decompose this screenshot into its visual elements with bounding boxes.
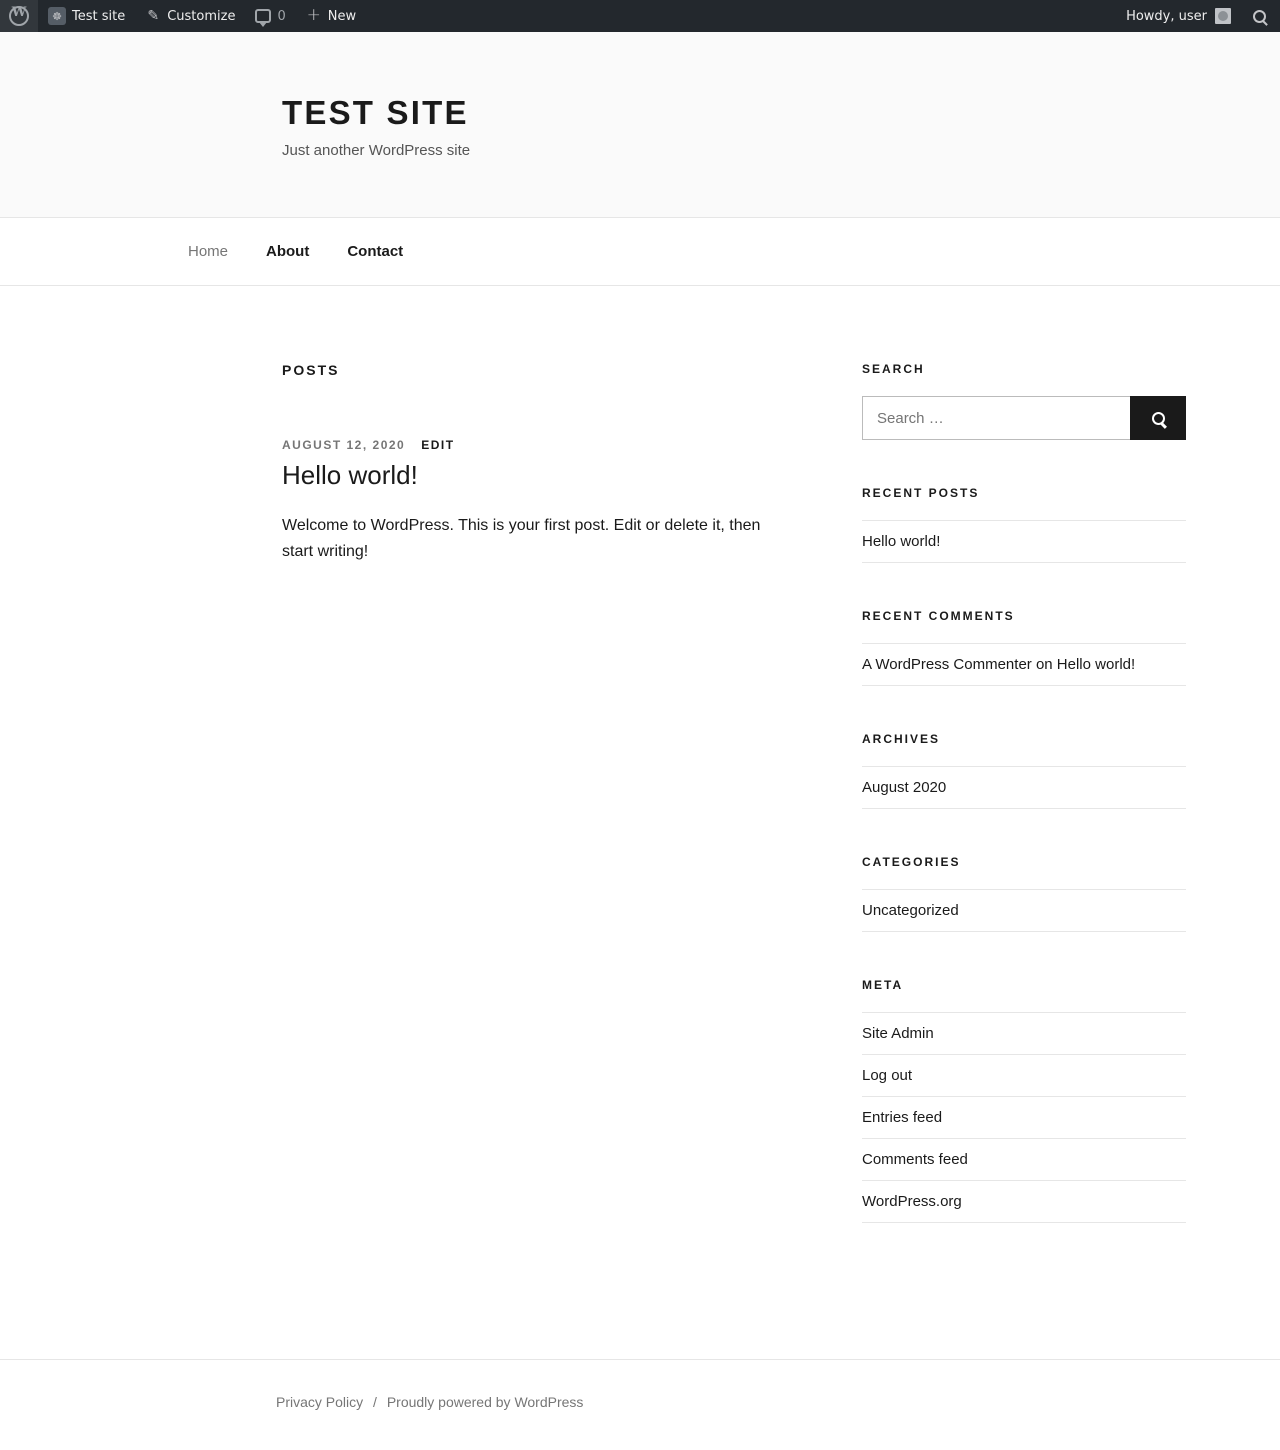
pencil-icon: ✎: [147, 8, 160, 24]
meta-link-site-admin[interactable]: Site Admin: [862, 1025, 934, 1042]
content-inner: [94, 362, 1186, 1269]
site-footer: [0, 1359, 1280, 1450]
meta-link-log-out[interactable]: Log out: [862, 1067, 913, 1084]
admin-bar-wp-logo[interactable]: [0, 0, 38, 32]
meta-link-wordpress-org[interactable]: WordPress.org: [862, 1193, 962, 1210]
content-area: [0, 286, 1280, 1269]
plus-icon: +: [306, 5, 321, 25]
list-item[interactable]: [862, 767, 1186, 809]
list-item[interactable]: [862, 521, 1186, 563]
post-edit-link[interactable]: EDIT: [421, 438, 455, 452]
meta-link-comments-feed[interactable]: Comments feed: [862, 1151, 968, 1168]
list-item[interactable]: [862, 1097, 1186, 1139]
admin-bar-comments-count: 0: [277, 8, 286, 24]
admin-bar-site-name[interactable]: [38, 0, 135, 32]
widget-categories-title: CATEGORIES: [862, 855, 961, 869]
site-branding: [94, 94, 1186, 159]
list-item[interactable]: [862, 1181, 1186, 1223]
search-form: [862, 396, 1186, 440]
post-title-link[interactable]: Hello world!: [282, 460, 418, 490]
post-date-link[interactable]: AUGUST 12, 2020: [282, 438, 406, 452]
main-content: [282, 362, 862, 1269]
list-item[interactable]: [862, 1013, 1186, 1055]
admin-bar-site-name-label: Test site: [72, 8, 126, 24]
avatar: [1215, 8, 1231, 24]
widget-meta-title: META: [862, 978, 904, 992]
list-item[interactable]: A WordPress Commenter on Hello world!: [862, 644, 1186, 686]
widget-search: [862, 362, 1186, 440]
site-icon: ☸: [48, 7, 66, 25]
nav-item-contact[interactable]: [347, 243, 403, 261]
archives-list: [862, 766, 1186, 809]
footer-credit-link[interactable]: Proudly powered by WordPress: [386, 1394, 584, 1410]
admin-bar-new[interactable]: [296, 0, 366, 32]
admin-bar: [0, 0, 1280, 32]
site-title[interactable]: TEST SITE: [282, 94, 469, 131]
nav-item-home[interactable]: [188, 243, 228, 261]
search-submit-button[interactable]: [1130, 396, 1186, 440]
post-article: [282, 438, 862, 566]
wordpress-logo-icon: [9, 6, 29, 26]
widget-archives: [862, 732, 1186, 809]
list-item[interactable]: [862, 1139, 1186, 1181]
nav-link-home[interactable]: Home: [188, 243, 229, 260]
post-content: [282, 513, 862, 566]
search-icon: [1152, 412, 1165, 425]
comment-bubble-icon: [255, 9, 271, 23]
admin-bar-search-button[interactable]: [1241, 0, 1280, 32]
admin-bar-comments[interactable]: [245, 0, 295, 32]
widget-search-title: SEARCH: [862, 362, 925, 376]
widget-recent-comments: [862, 609, 1186, 686]
site-header: [0, 32, 1280, 218]
nav-link-about[interactable]: About: [266, 243, 310, 260]
widget-recent-posts: [862, 486, 1186, 563]
post-title: [282, 460, 862, 491]
widget-recent-comments-title: RECENT COMMENTS: [862, 609, 1015, 623]
nav-link-contact[interactable]: Contact: [347, 243, 404, 260]
meta-list: [862, 1012, 1186, 1223]
site-description: Just another WordPress site: [282, 142, 471, 159]
admin-bar-howdy-label: Howdy, user: [1126, 8, 1207, 24]
nav-item-about[interactable]: [266, 243, 309, 261]
list-item[interactable]: [862, 1055, 1186, 1097]
site-header-wrap: [94, 94, 1186, 159]
widget-categories: [862, 855, 1186, 932]
widget-meta: [862, 978, 1186, 1223]
nav-list: [0, 218, 1280, 286]
recent-post-link[interactable]: Hello world!: [862, 533, 941, 550]
categories-list: [862, 889, 1186, 932]
list-item[interactable]: [862, 890, 1186, 932]
recent-posts-list: [862, 520, 1186, 563]
recent-comments-list: [862, 643, 1186, 686]
post-excerpt: Welcome to WordPress. This is your first post. Edit or delete it, then start writing!: [282, 517, 761, 561]
admin-bar-my-account[interactable]: [1116, 0, 1241, 32]
post-meta: [282, 438, 862, 452]
category-link[interactable]: Uncategorized: [862, 902, 959, 919]
posts-section-label: POSTS: [282, 362, 340, 378]
admin-bar-customize-label: Customize: [167, 8, 236, 24]
footer-privacy-policy-link[interactable]: Privacy Policy: [276, 1394, 364, 1410]
widget-archives-title: ARCHIVES: [862, 732, 941, 746]
admin-bar-customize[interactable]: [135, 0, 245, 32]
search-icon: [1253, 10, 1266, 23]
admin-bar-right: [1116, 0, 1280, 32]
archive-link[interactable]: August 2020: [862, 779, 947, 796]
widget-recent-posts-title: RECENT POSTS: [862, 486, 980, 500]
search-input[interactable]: [862, 396, 1130, 440]
footer-inner: [94, 1394, 1186, 1410]
footer-separator: /: [373, 1394, 377, 1410]
admin-bar-new-label: New: [327, 8, 357, 24]
primary-navigation: [0, 218, 1280, 286]
meta-link-entries-feed[interactable]: Entries feed: [862, 1109, 943, 1126]
sidebar: [862, 362, 1186, 1269]
